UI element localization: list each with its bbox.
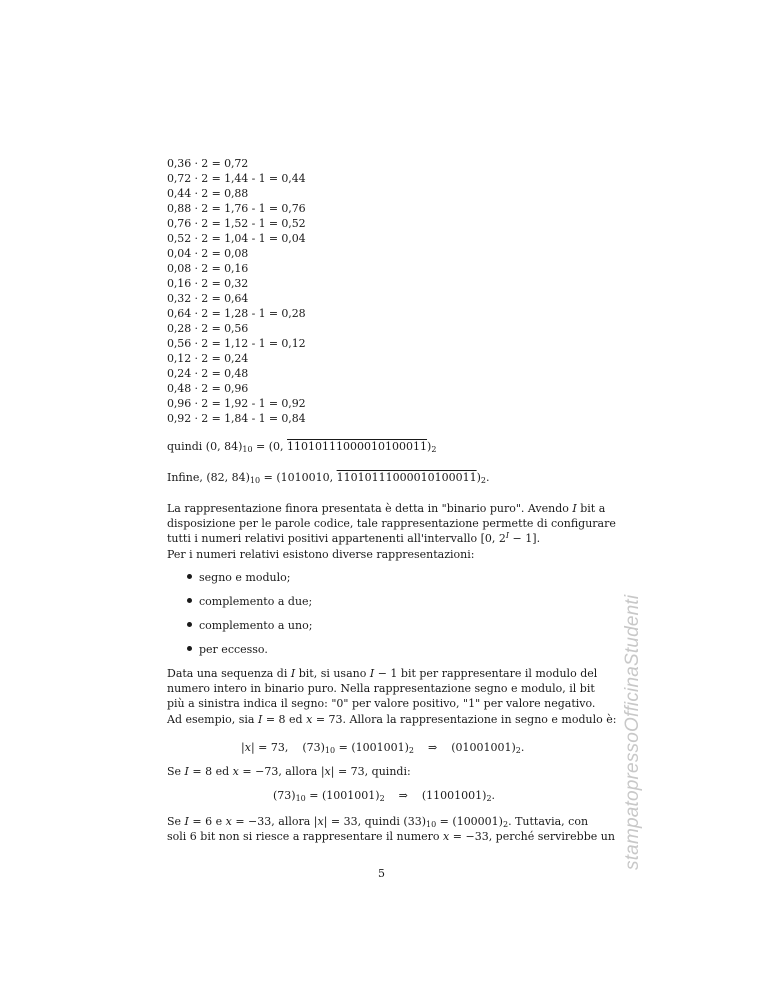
text: = 73. Allora la rappresentazione in segno e modulo è: xyxy=(312,712,617,726)
var-x: x xyxy=(443,830,450,844)
final-end: . xyxy=(485,471,490,484)
text: | = 73, (73) xyxy=(250,741,325,754)
text: = −33, allora | xyxy=(231,815,318,828)
calculation-line: 0,72 · 2 = 1,44 - 1 = 0,44 xyxy=(167,172,306,185)
page-number: 5 xyxy=(378,867,385,880)
calculation-line: 0,44 · 2 = 0,88 xyxy=(167,187,249,200)
binary-representation-paragraph xyxy=(167,501,616,562)
calculation-line: 0,64 · 2 = 1,28 - 1 = 0,28 xyxy=(167,307,306,320)
base-2-subscript: 2 xyxy=(408,746,414,755)
calculation-line: 0,56 · 2 = 1,12 - 1 = 0,12 xyxy=(167,337,306,350)
para3-line2 xyxy=(167,829,615,844)
final-prefix: Infine, (82, 84) xyxy=(167,471,250,484)
text: | xyxy=(241,741,245,754)
para2-line4 xyxy=(167,712,617,727)
base-2-subscript: 2 xyxy=(480,476,486,485)
calculation-line: 0,08 · 2 = 0,16 xyxy=(167,262,249,275)
repeating-digits: 11010111000010100011 xyxy=(336,471,477,484)
para1-line2: disposizione per le parole codice, tale rappresentazione permette di configurare xyxy=(167,517,616,531)
base-2-subscript: 2 xyxy=(486,794,492,803)
text: soli 6 bit non si riesce a rappresentare il numero xyxy=(167,830,444,844)
list-item-label: segno e modulo; xyxy=(199,571,291,584)
text: Ad esempio, sia xyxy=(167,712,258,726)
var-x: x xyxy=(324,765,331,778)
bullet-icon xyxy=(187,598,192,603)
watermark-stamp: stampatopressoOfficinaStudenti xyxy=(622,594,643,870)
calculation-line: 0,96 · 2 = 1,92 - 1 = 0,92 xyxy=(167,397,306,410)
para2-line1 xyxy=(167,666,599,681)
var-x: x xyxy=(225,815,232,828)
equation-negative-example xyxy=(273,789,495,802)
calculation-line: 0,92 · 2 = 1,84 - 1 = 0,84 xyxy=(167,412,306,425)
text: = 8 ed xyxy=(188,765,233,778)
text: . xyxy=(520,741,525,754)
negative-example-line xyxy=(167,764,599,779)
final-result-line xyxy=(167,470,599,485)
text: bit, si usano xyxy=(295,667,370,680)
representations-list xyxy=(187,570,587,666)
implies-arrow: ⇒ xyxy=(414,741,452,754)
var-x: x xyxy=(244,741,251,754)
six-bit-paragraph xyxy=(167,814,615,844)
base-2-subscript: 2 xyxy=(515,746,521,755)
base-10-subscript: 10 xyxy=(249,476,261,485)
list-item xyxy=(187,618,587,642)
calculation-line: 0,48 · 2 = 0,96 xyxy=(167,382,249,395)
var-x: x xyxy=(317,815,324,828)
para3-line1 xyxy=(167,814,599,829)
result-close: ) xyxy=(427,440,432,453)
var-I: I xyxy=(184,765,189,778)
text: = (100001) xyxy=(436,815,503,828)
var-x: x xyxy=(306,712,313,726)
text: = (1001001) xyxy=(335,741,409,754)
text: | = 33, quindi (33) xyxy=(323,815,426,828)
text: (01001001) xyxy=(451,741,516,754)
calculation-line: 0,24 · 2 = 0,48 xyxy=(167,367,249,380)
text: | = 73, quindi: xyxy=(330,765,411,778)
para2-line2: numero intero in binario puro. Nella rappresentazione segno e modulo, il bit xyxy=(167,682,595,696)
var-I: I xyxy=(257,712,263,726)
var-I: I xyxy=(369,667,375,680)
base-10-subscript: 10 xyxy=(324,746,336,755)
calculation-line: 0,16 · 2 = 0,32 xyxy=(167,277,249,290)
var-I: I xyxy=(184,815,189,828)
text: La rappresentazione finora presentata è detta in "binario puro". Avendo xyxy=(167,502,573,515)
calculation-line: 0,88 · 2 = 1,76 - 1 = 0,76 xyxy=(167,202,306,215)
calculation-line: 0,12 · 2 = 0,24 xyxy=(167,352,249,365)
fraction-result-line xyxy=(167,439,599,454)
multiplication-steps xyxy=(167,156,467,426)
text: = −73, allora | xyxy=(238,765,325,778)
text: (11001001) xyxy=(421,789,487,802)
calculation-line: 0,52 · 2 = 1,04 - 1 = 0,04 xyxy=(167,232,306,245)
list-item xyxy=(187,594,587,618)
base-2-subscript: 2 xyxy=(431,445,437,454)
calculation-line: 0,04 · 2 = 0,08 xyxy=(167,247,249,260)
calculation-line: 0,36 · 2 = 0,72 xyxy=(167,157,249,170)
list-item-label: per eccesso. xyxy=(199,643,268,656)
repeating-digits: 11010111000010100011 xyxy=(287,440,428,453)
text: Se xyxy=(167,815,185,828)
base-10-subscript: 10 xyxy=(242,445,253,454)
var-x: x xyxy=(232,765,239,778)
list-item-label: complemento a due; xyxy=(199,595,313,608)
base-10-subscript: 10 xyxy=(295,794,306,803)
list-item xyxy=(187,642,587,666)
text: tutti i numeri relativi positivi appartenenti all'intervallo [0, 2 xyxy=(167,532,506,546)
text: Se xyxy=(167,765,185,778)
text: − 1 bit per rappresentare il modulo del xyxy=(374,667,598,680)
list-item-label: complemento a uno; xyxy=(199,619,313,632)
para2-line3: più a sinistra indica il segno: "0" per valore positivo, "1" per valore negativo. xyxy=(167,697,596,711)
text: (73) xyxy=(273,789,296,802)
bullet-icon xyxy=(187,574,192,579)
text: . Tuttavia, con xyxy=(508,815,589,828)
var-I: I xyxy=(290,667,296,680)
calculation-line: 0,28 · 2 = 0,56 xyxy=(167,322,249,335)
para1-line4: Per i numeri relativi esistono diverse rappresentazioni: xyxy=(167,547,475,561)
text: Data una sequenza di xyxy=(167,667,291,680)
result-mid: = (0, xyxy=(252,440,288,453)
final-close: ) xyxy=(476,471,481,484)
calculation-line: 0,32 · 2 = 0,64 xyxy=(167,292,249,305)
base-2-subscript: 2 xyxy=(502,820,509,829)
result-prefix: quindi (0, 84) xyxy=(167,440,243,453)
bullet-icon xyxy=(187,646,192,651)
bullet-icon xyxy=(187,622,192,627)
para1-line1 xyxy=(167,501,606,516)
text: − 1]. xyxy=(509,532,541,546)
text: . xyxy=(491,789,496,802)
list-item xyxy=(187,570,587,594)
base-2-subscript: 2 xyxy=(379,794,385,803)
sign-magnitude-paragraph xyxy=(167,666,617,727)
text: bit a xyxy=(576,502,606,515)
calculation-line: 0,76 · 2 = 1,52 - 1 = 0,52 xyxy=(167,217,306,230)
equation-positive-example xyxy=(241,741,524,754)
text: = 6 e xyxy=(188,815,226,828)
var-I: I xyxy=(505,531,510,541)
text: = −33, perché servirebbe un xyxy=(449,830,615,844)
final-mid: = (1010010, xyxy=(260,471,337,484)
var-I: I xyxy=(572,502,577,515)
base-10-subscript: 10 xyxy=(426,820,437,829)
implies-arrow: ⇒ xyxy=(384,789,422,802)
text: = 8 ed xyxy=(262,712,307,726)
text: = (1001001) xyxy=(305,789,380,802)
para1-line3 xyxy=(167,531,599,546)
